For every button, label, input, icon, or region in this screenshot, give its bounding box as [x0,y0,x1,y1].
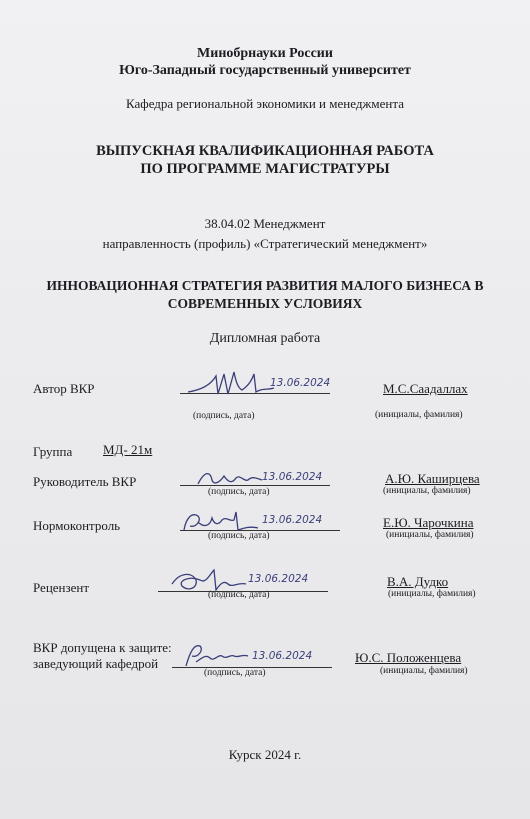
supervisor-name-caption: (инициалы, фамилия) [383,486,471,496]
supervisor-sign-date: 13.06.2024 [262,471,323,483]
reviewer-sign-caption: (подпись, дата) [208,590,270,600]
reviewer-sign-date: 13.06.2024 [248,573,309,585]
supervisor-sign-caption: (подпись, дата) [208,487,270,497]
work-type-line2: ПО ПРОГРАММЕ МАГИСТРАТУРЫ [140,161,390,177]
head-label-line2: заведующий кафедрой [33,656,159,671]
head-name: Ю.С. Положенцева [355,650,462,665]
work-type-line1: ВЫПУСКНАЯ КВАЛИФИКАЦИОННАЯ РАБОТА [96,143,434,159]
head-sign-date: 13.06.2024 [252,650,313,662]
reviewer-name-caption: (инициалы, фамилия) [388,589,476,599]
normcontrol-name-caption: (инициалы, фамилия) [386,530,474,540]
group-value: МД- 21м [103,442,153,457]
reviewer-name: В.А. Дудко [387,574,449,589]
normcontrol-name: Е.Ю. Чарочкина [383,515,474,530]
head-name-caption: (инициалы, фамилия) [380,666,468,676]
author-name: М.С.Саадаллах [383,381,468,396]
group-label: Группа [33,444,73,459]
department-name: Кафедра региональной экономики и менеджмента [126,96,404,111]
supervisor-label: Руководитель ВКР [33,474,137,489]
author-sign-caption: (подпись, дата) [193,411,255,421]
author-name-caption: (инициалы, фамилия) [375,410,463,420]
author-sign-date: 13.06.2024 [270,377,331,389]
author-signature [186,368,276,400]
normcontrol-label: Нормоконтроль [33,518,121,533]
ministry-name: Минобрнауки России [197,46,333,61]
university-name: Юго-Западный государственный университет [119,63,411,78]
normcontrol-sign-date: 13.06.2024 [262,514,323,526]
direction-code: 38.04.02 Менеджмент [204,216,326,231]
normcontrol-sign-caption: (подпись, дата) [208,531,270,541]
city-year: Курск 2024 г. [228,747,302,762]
head-sign-caption: (подпись, дата) [204,668,266,678]
author-label: Автор ВКР [33,381,95,396]
head-label-line1: ВКР допущена к защите: [33,640,172,655]
reviewer-label: Рецензент [33,580,90,595]
supervisor-name: А.Ю. Каширцева [385,471,480,486]
work-kind: Дипломная работа [209,331,321,346]
topic-line2: СОВРЕМЕННЫХ УСЛОВИЯХ [167,296,363,311]
topic-line1: ИННОВАЦИОННАЯ СТРАТЕГИЯ РАЗВИТИЯ МАЛОГО БИЗНЕСА В [46,278,484,293]
profile: направленность (профиль) «Стратегический менеджмент» [102,236,428,251]
